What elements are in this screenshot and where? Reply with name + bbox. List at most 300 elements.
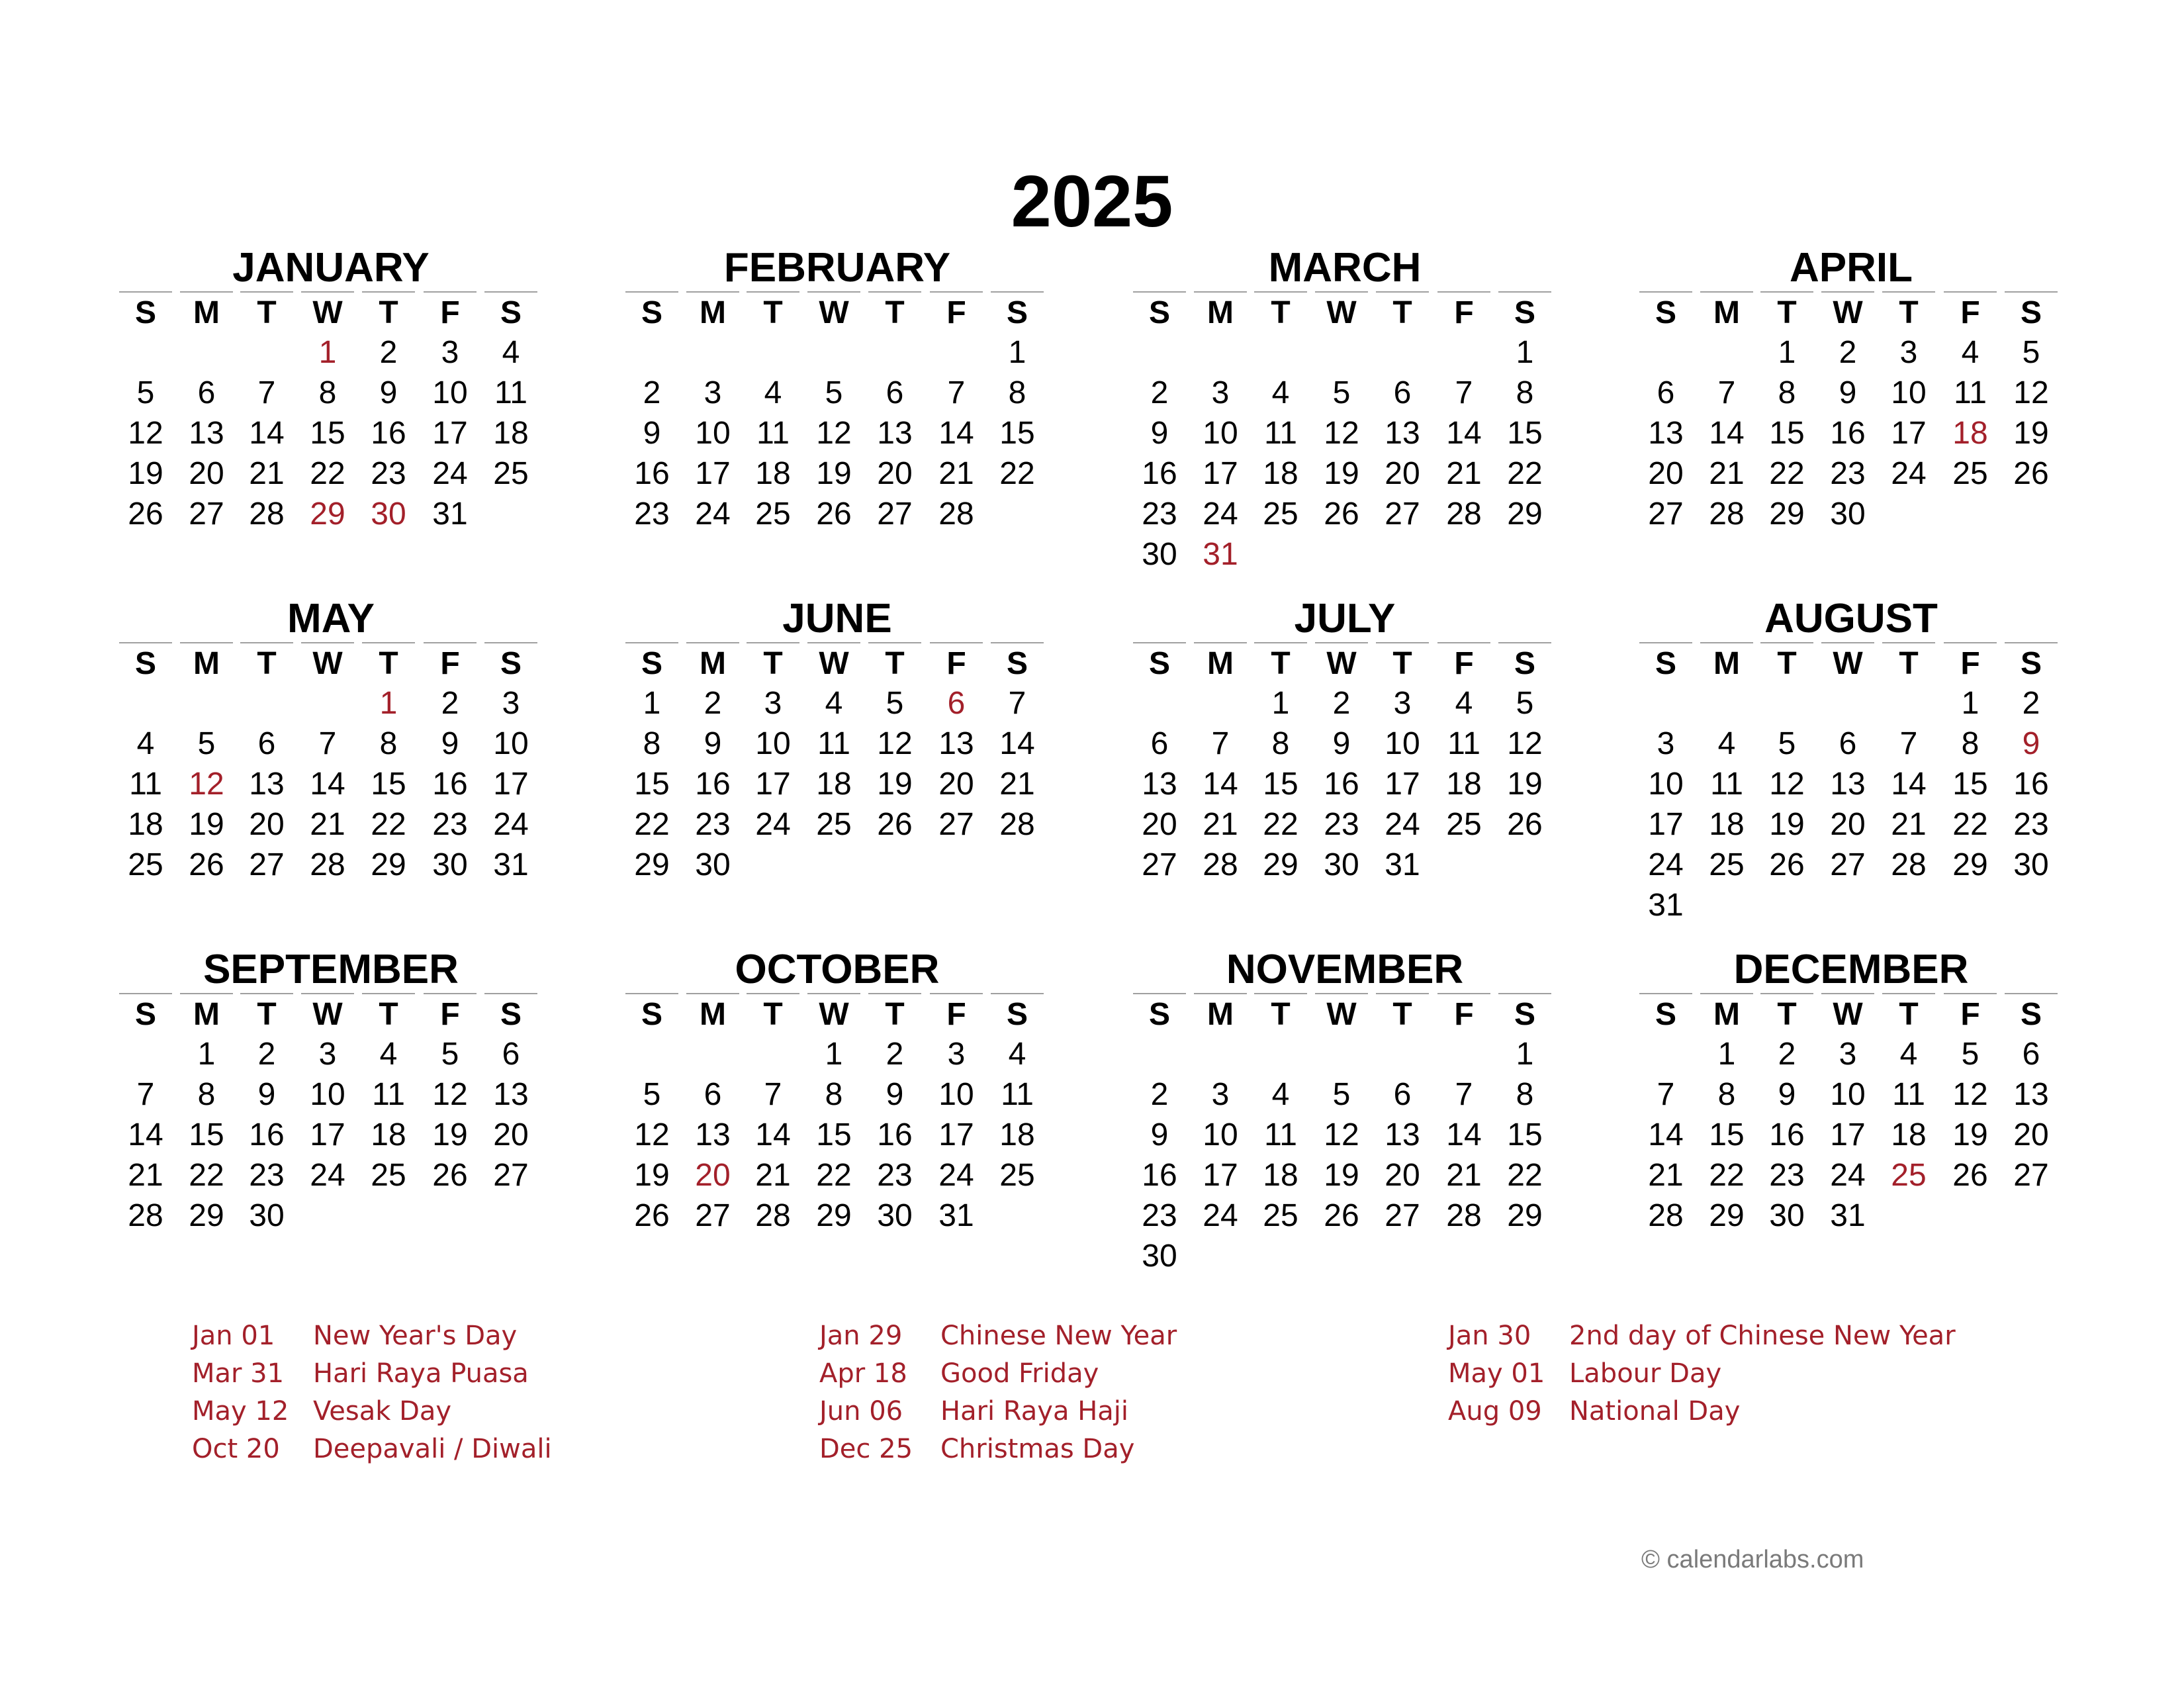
- date-cell: 2: [704, 686, 722, 721]
- date-cell: 3: [1211, 1077, 1230, 1112]
- date-cell: 26: [2013, 456, 2049, 491]
- date-cell: 15: [816, 1117, 852, 1152]
- weekday-label: S: [1498, 642, 1551, 683]
- weekday-label: M: [1700, 642, 1753, 683]
- date-cell: 20: [493, 1117, 529, 1152]
- holiday-item: [819, 1393, 1415, 1430]
- date-cell: 22: [1507, 1158, 1543, 1193]
- weekday-label: F: [930, 291, 983, 332]
- date-cell: 3: [1657, 726, 1675, 761]
- date-cell: 15: [1952, 767, 1988, 802]
- date-cell: 8: [643, 726, 661, 761]
- date-cell: 11: [756, 416, 790, 451]
- weekday-label: F: [1944, 993, 1997, 1034]
- date-cell: 17: [432, 416, 468, 451]
- date-cell: 30: [1830, 496, 1866, 532]
- date-cell: 29: [1507, 496, 1543, 532]
- date-cell: 22: [1507, 456, 1543, 491]
- date-cell: 13: [1385, 416, 1420, 451]
- date-cell: 25: [1446, 807, 1482, 842]
- date-cell: 21: [1203, 807, 1238, 842]
- holiday-date: 29: [310, 496, 345, 532]
- weekday-label: S: [1133, 291, 1186, 332]
- date-cell: 25: [493, 456, 529, 491]
- weekday-label: M: [1194, 993, 1247, 1034]
- date-cell: 7: [1455, 1077, 1473, 1112]
- weekday-label: S: [484, 642, 537, 683]
- date-cell: 14: [1891, 767, 1927, 802]
- date-cell: 23: [695, 807, 731, 842]
- holiday-date: 1: [379, 686, 398, 721]
- date-cell: 26: [1507, 807, 1543, 842]
- date-cell: 3: [1211, 375, 1230, 410]
- date-cell: 12: [2013, 375, 2049, 410]
- weekday-label: T: [240, 291, 293, 332]
- date-cell: 20: [1385, 456, 1420, 491]
- date-cell: 23: [1142, 1198, 1177, 1233]
- weekday-label: S: [119, 993, 172, 1034]
- date-cell: 13: [1830, 767, 1866, 802]
- date-cell: 3: [318, 1037, 337, 1072]
- date-cell: 4: [764, 375, 782, 410]
- date-cell: 9: [379, 375, 398, 410]
- date-cell: 19: [816, 456, 852, 491]
- date-cell: 24: [1203, 496, 1238, 532]
- weekday-label: S: [2005, 993, 2058, 1034]
- date-cell: 23: [2013, 807, 2049, 842]
- date-cell: 9: [704, 726, 722, 761]
- date-cell: 7: [1211, 726, 1230, 761]
- date-cell: 15: [999, 416, 1035, 451]
- date-cell: 14: [1709, 416, 1745, 451]
- date-cell: 21: [755, 1158, 791, 1193]
- date-cell: 13: [1385, 1117, 1420, 1152]
- date-cell: 5: [197, 726, 216, 761]
- date-cell: 7: [947, 375, 966, 410]
- date-cell: 27: [249, 847, 285, 882]
- date-cell: 23: [1769, 1158, 1805, 1193]
- date-cell: 21: [249, 456, 285, 491]
- date-cell: 19: [877, 767, 913, 802]
- weekday-label: M: [180, 993, 233, 1034]
- date-cell: 28: [1446, 496, 1482, 532]
- weekday-label: T: [868, 291, 921, 332]
- weekday-label: T: [1254, 993, 1307, 1034]
- weekday-label: T: [1760, 642, 1813, 683]
- date-cell: 26: [1324, 1198, 1359, 1233]
- date-cell: 25: [371, 1158, 406, 1193]
- weekday-label: M: [686, 993, 739, 1034]
- date-cell: 5: [2022, 335, 2040, 370]
- date-cell: 27: [189, 496, 224, 532]
- holiday-item: [192, 1317, 788, 1355]
- date-cell: 11: [1264, 416, 1297, 451]
- holiday-name: Hari Raya Puasa: [313, 1358, 529, 1389]
- date-cell: 2: [1839, 335, 1857, 370]
- weekday-label: S: [2005, 291, 2058, 332]
- weekday-label: T: [362, 642, 415, 683]
- date-cell: 11: [1954, 375, 1987, 410]
- date-cell: 17: [493, 767, 529, 802]
- date-cell: 28: [1709, 496, 1745, 532]
- date-cell: 20: [1830, 807, 1866, 842]
- holiday-name: National Day: [1569, 1396, 1741, 1427]
- date-cell: 7: [318, 726, 337, 761]
- weekday-label: T: [1376, 642, 1429, 683]
- date-cell: 27: [1385, 496, 1420, 532]
- date-cell: 17: [1203, 1158, 1238, 1193]
- weekday-label: T: [362, 993, 415, 1034]
- date-cell: 14: [1648, 1117, 1684, 1152]
- date-cell: 21: [999, 767, 1035, 802]
- date-cell: 1: [1961, 686, 1979, 721]
- date-cell: 19: [128, 456, 163, 491]
- date-cell: 31: [1385, 847, 1420, 882]
- date-cell: 17: [310, 1117, 345, 1152]
- weekday-label: S: [1498, 993, 1551, 1034]
- date-cell: 28: [938, 496, 974, 532]
- holiday-name: 2nd day of Chinese New Year: [1569, 1321, 1956, 1351]
- date-cell: 4: [1717, 726, 1736, 761]
- date-cell: 12: [1324, 1117, 1359, 1152]
- date-cell: 5: [1516, 686, 1534, 721]
- date-cell: 20: [249, 807, 285, 842]
- weekday-label: M: [1700, 291, 1753, 332]
- weekday-label: S: [625, 993, 678, 1034]
- weekday-label: S: [1639, 291, 1692, 332]
- date-cell: 16: [432, 767, 468, 802]
- date-cell: 6: [704, 1077, 722, 1112]
- date-cell: 31: [432, 496, 468, 532]
- date-cell: 15: [1263, 767, 1298, 802]
- date-cell: 28: [1446, 1198, 1482, 1233]
- date-cell: 14: [249, 416, 285, 451]
- date-cell: 3: [1839, 1037, 1857, 1072]
- holiday-date-label: Dec 25: [819, 1434, 913, 1464]
- date-cell: 23: [249, 1158, 285, 1193]
- holiday-date-label: Jun 06: [819, 1396, 903, 1427]
- weekday-label: M: [1700, 993, 1753, 1034]
- weekday-label: T: [1882, 642, 1935, 683]
- date-cell: 27: [493, 1158, 529, 1193]
- holiday-date: 18: [1952, 416, 1988, 451]
- date-cell: 6: [886, 375, 904, 410]
- date-cell: 12: [1324, 416, 1359, 451]
- date-cell: 18: [371, 1117, 406, 1152]
- weekday-label: T: [747, 642, 799, 683]
- date-cell: 25: [999, 1158, 1035, 1193]
- weekday-label: S: [991, 642, 1044, 683]
- date-cell: 1: [1516, 1037, 1534, 1072]
- date-cell: 23: [1324, 807, 1359, 842]
- holiday-date: 6: [947, 686, 966, 721]
- holiday-item: [1448, 1317, 2044, 1355]
- date-cell: 30: [1324, 847, 1359, 882]
- date-cell: 23: [877, 1158, 913, 1193]
- date-cell: 24: [695, 496, 731, 532]
- weekday-label: W: [807, 642, 860, 683]
- date-cell: 12: [128, 416, 163, 451]
- date-cell: 23: [371, 456, 406, 491]
- date-cell: 7: [1657, 1077, 1675, 1112]
- date-cell: 31: [1830, 1198, 1866, 1233]
- date-cell: 29: [634, 847, 670, 882]
- date-cell: 7: [1717, 375, 1736, 410]
- date-cell: 10: [755, 726, 791, 761]
- date-cell: 11: [1447, 726, 1480, 761]
- date-cell: 19: [1769, 807, 1805, 842]
- weekday-label: F: [1437, 291, 1490, 332]
- date-cell: 4: [1271, 1077, 1290, 1112]
- date-cell: 3: [502, 686, 520, 721]
- month-name: JUNE: [782, 596, 892, 641]
- date-cell: 29: [1263, 847, 1298, 882]
- weekday-label: W: [301, 993, 354, 1034]
- date-cell: 13: [493, 1077, 529, 1112]
- date-cell: 5: [1778, 726, 1796, 761]
- weekday-label: M: [180, 642, 233, 683]
- date-cell: 2: [1332, 686, 1351, 721]
- weekday-label: F: [424, 642, 477, 683]
- date-cell: 17: [938, 1117, 974, 1152]
- date-cell: 2: [257, 1037, 276, 1072]
- holiday-item: [819, 1430, 1415, 1468]
- date-cell: 19: [1507, 767, 1543, 802]
- date-cell: 24: [1385, 807, 1420, 842]
- date-cell: 31: [493, 847, 529, 882]
- weekday-label: S: [2005, 642, 2058, 683]
- date-cell: 25: [1709, 847, 1745, 882]
- date-cell: 18: [755, 456, 791, 491]
- holiday-date: 25: [1891, 1158, 1927, 1193]
- date-cell: 16: [2013, 767, 2049, 802]
- date-cell: 22: [1769, 456, 1805, 491]
- weekday-label: T: [747, 993, 799, 1034]
- date-cell: 10: [310, 1077, 345, 1112]
- weekday-label: T: [868, 993, 921, 1034]
- date-cell: 9: [257, 1077, 276, 1112]
- date-cell: 16: [877, 1117, 913, 1152]
- holiday-date: 1: [318, 335, 337, 370]
- date-cell: 7: [764, 1077, 782, 1112]
- date-cell: 16: [634, 456, 670, 491]
- date-cell: 15: [634, 767, 670, 802]
- date-cell: 29: [1507, 1198, 1543, 1233]
- holiday-date-label: Jan 30: [1448, 1321, 1531, 1351]
- month-name: OCTOBER: [735, 947, 940, 992]
- date-cell: 30: [1142, 1239, 1177, 1274]
- date-cell: 28: [249, 496, 285, 532]
- weekday-label: S: [625, 642, 678, 683]
- weekday-label: S: [991, 993, 1044, 1034]
- date-cell: 11: [817, 726, 850, 761]
- date-cell: 19: [189, 807, 224, 842]
- holiday-name: Labour Day: [1569, 1358, 1722, 1389]
- weekday-label: T: [1760, 291, 1813, 332]
- date-cell: 15: [1507, 1117, 1543, 1152]
- holiday-date-label: May 12: [192, 1396, 289, 1427]
- date-cell: 5: [136, 375, 155, 410]
- weekday-label: S: [484, 993, 537, 1034]
- weekday-label: S: [625, 291, 678, 332]
- date-cell: 22: [634, 807, 670, 842]
- holiday-name: Good Friday: [940, 1358, 1099, 1389]
- date-cell: 24: [1830, 1158, 1866, 1193]
- date-cell: 10: [1648, 767, 1684, 802]
- date-cell: 25: [128, 847, 163, 882]
- date-cell: 8: [1271, 726, 1290, 761]
- date-cell: 13: [938, 726, 974, 761]
- date-cell: 25: [1263, 496, 1298, 532]
- date-cell: 8: [1778, 375, 1796, 410]
- date-cell: 17: [755, 767, 791, 802]
- weekday-label: F: [1944, 642, 1997, 683]
- month-name: JANUARY: [232, 245, 430, 291]
- date-cell: 5: [1961, 1037, 1979, 1072]
- date-cell: 2: [2022, 686, 2040, 721]
- month-name: NOVEMBER: [1226, 947, 1464, 992]
- date-cell: 30: [1142, 537, 1177, 572]
- holiday-name: Christmas Day: [940, 1434, 1135, 1464]
- date-cell: 30: [432, 847, 468, 882]
- date-cell: 17: [1891, 416, 1927, 451]
- date-cell: 27: [1648, 496, 1684, 532]
- date-cell: 11: [372, 1077, 405, 1112]
- holiday-column: [192, 1317, 788, 1468]
- date-cell: 4: [136, 726, 155, 761]
- date-cell: 19: [1324, 456, 1359, 491]
- date-cell: 10: [1385, 726, 1420, 761]
- date-cell: 16: [1142, 1158, 1177, 1193]
- holiday-item: [192, 1393, 788, 1430]
- weekday-label: M: [1194, 642, 1247, 683]
- date-cell: 29: [1769, 496, 1805, 532]
- date-cell: 4: [502, 335, 520, 370]
- weekday-label: F: [1437, 642, 1490, 683]
- date-cell: 26: [816, 496, 852, 532]
- date-cell: 24: [938, 1158, 974, 1193]
- date-cell: 14: [938, 416, 974, 451]
- date-cell: 26: [1952, 1158, 1988, 1193]
- date-cell: 24: [493, 807, 529, 842]
- date-cell: 7: [1008, 686, 1026, 721]
- date-cell: 20: [1385, 1158, 1420, 1193]
- date-cell: 27: [877, 496, 913, 532]
- date-cell: 8: [1717, 1077, 1736, 1112]
- date-cell: 15: [371, 767, 406, 802]
- date-cell: 28: [128, 1198, 163, 1233]
- date-cell: 16: [249, 1117, 285, 1152]
- date-cell: 17: [1203, 456, 1238, 491]
- date-cell: 29: [189, 1198, 224, 1233]
- date-cell: 3: [704, 375, 722, 410]
- date-cell: 29: [1952, 847, 1988, 882]
- date-cell: 13: [2013, 1077, 2049, 1112]
- date-cell: 18: [1263, 456, 1298, 491]
- date-cell: 18: [493, 416, 529, 451]
- holiday-item: [819, 1317, 1415, 1355]
- weekday-label: W: [807, 993, 860, 1034]
- weekday-label: S: [484, 291, 537, 332]
- date-cell: 13: [1142, 767, 1177, 802]
- date-cell: 4: [825, 686, 843, 721]
- date-cell: 1: [197, 1037, 216, 1072]
- date-cell: 21: [1709, 456, 1745, 491]
- date-cell: 6: [1393, 375, 1412, 410]
- weekday-label: T: [1376, 291, 1429, 332]
- holiday-item: [1448, 1393, 2044, 1430]
- weekday-label: S: [119, 642, 172, 683]
- weekday-label: S: [1639, 993, 1692, 1034]
- date-cell: 4: [1271, 375, 1290, 410]
- weekday-label: F: [930, 993, 983, 1034]
- date-cell: 15: [189, 1117, 224, 1152]
- date-cell: 29: [816, 1198, 852, 1233]
- weekday-label: W: [1315, 642, 1368, 683]
- date-cell: 18: [1446, 767, 1482, 802]
- date-cell: 9: [441, 726, 459, 761]
- month-name: FEBRUARY: [723, 245, 951, 291]
- date-cell: 7: [136, 1077, 155, 1112]
- date-cell: 4: [1961, 335, 1979, 370]
- date-cell: 22: [999, 456, 1035, 491]
- holiday-date-label: Apr 18: [819, 1358, 907, 1389]
- date-cell: 7: [1899, 726, 1918, 761]
- date-cell: 21: [128, 1158, 163, 1193]
- holiday-name: Vesak Day: [313, 1396, 452, 1427]
- date-cell: 9: [1778, 1077, 1796, 1112]
- date-cell: 22: [816, 1158, 852, 1193]
- date-cell: 2: [441, 686, 459, 721]
- date-cell: 11: [494, 375, 527, 410]
- date-cell: 23: [1830, 456, 1866, 491]
- date-cell: 5: [825, 375, 843, 410]
- weekday-label: T: [240, 642, 293, 683]
- date-cell: 20: [1142, 807, 1177, 842]
- date-cell: 27: [1830, 847, 1866, 882]
- date-cell: 4: [1899, 1037, 1918, 1072]
- date-cell: 4: [1455, 686, 1473, 721]
- weekday-label: S: [1498, 291, 1551, 332]
- date-cell: 18: [1709, 807, 1745, 842]
- weekday-label: T: [1760, 993, 1813, 1034]
- date-cell: 22: [371, 807, 406, 842]
- date-cell: 30: [1769, 1198, 1805, 1233]
- weekday-label: M: [686, 291, 739, 332]
- date-cell: 15: [1507, 416, 1543, 451]
- holiday-item: [192, 1430, 788, 1468]
- date-cell: 1: [1778, 335, 1796, 370]
- holiday-date-label: Mar 31: [192, 1358, 285, 1389]
- month-name: AUGUST: [1764, 596, 1938, 641]
- date-cell: 19: [1952, 1117, 1988, 1152]
- weekday-label: M: [686, 642, 739, 683]
- weekday-label: S: [1133, 642, 1186, 683]
- date-cell: 3: [1393, 686, 1412, 721]
- holiday-name: Deepavali / Diwali: [313, 1434, 552, 1464]
- date-cell: 22: [1709, 1158, 1745, 1193]
- weekday-label: T: [362, 291, 415, 332]
- date-cell: 21: [1891, 807, 1927, 842]
- weekday-label: W: [301, 291, 354, 332]
- date-cell: 8: [318, 375, 337, 410]
- date-cell: 6: [1839, 726, 1857, 761]
- weekday-label: W: [1315, 291, 1368, 332]
- date-cell: 15: [310, 416, 345, 451]
- date-cell: 23: [1142, 496, 1177, 532]
- weekday-label: W: [1821, 642, 1874, 683]
- date-cell: 14: [1203, 767, 1238, 802]
